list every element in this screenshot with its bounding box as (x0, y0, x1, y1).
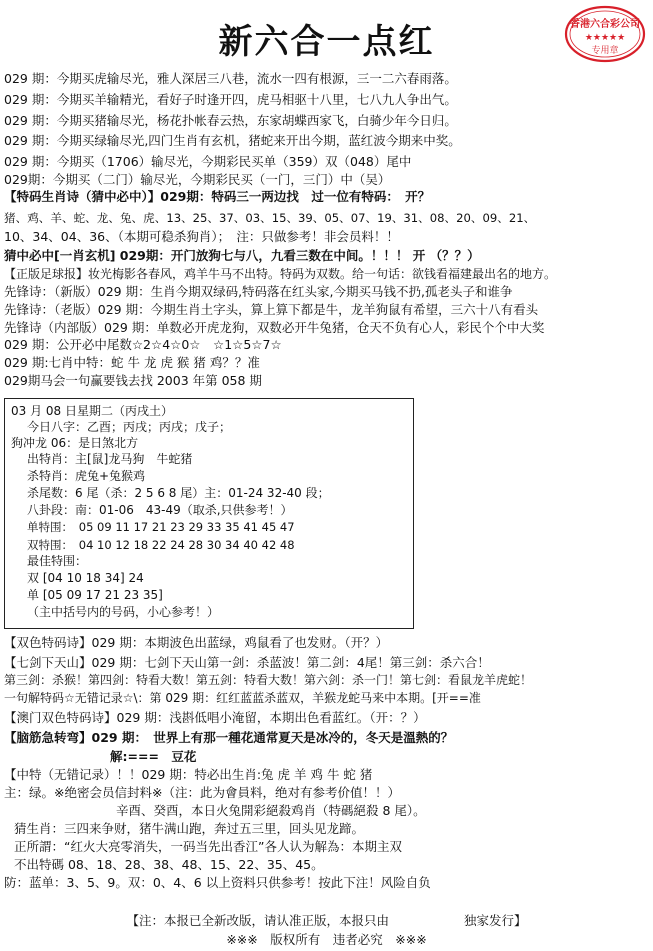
svg-text:★★★★★: ★★★★★ (584, 33, 626, 43)
text-line: 猪、鸡、羊、蛇、龙、兔、虎、13、25、37、03、15、39、05、07、19、31、08、20、09、21、 (4, 211, 536, 225)
box-line: 八卦段：南：01-06 43-49（取杀,只供参考！） (27, 503, 293, 517)
text-line: 辛酉、癸酉，本日火兔開彩絕殺鸡肖（特碼絕殺 8 尾）。 (116, 803, 426, 818)
text-line: 【双色特码诗】029 期：本期波色出蓝绿，鸡鼠看了也发财。（开？） (4, 635, 389, 650)
text-line: 10、34、04、36、（本期可稳杀狗肖）； 注：只做参考！非会员料！！ (4, 229, 399, 244)
text-line: 【正版足球报】妆光梅影各春风，鸡羊牛马不出特。特码为双数。给一句话：欲钱看福建最出名的地方。 (4, 267, 557, 281)
svg-text:香港六合彩公司: 香港六合彩公司 (570, 19, 640, 30)
box-line: 单 [05 09 17 21 23 35] (27, 588, 163, 602)
text-line: 【脑筋急转弯】029 期： 世界上有那一種花通常夏天是冰冷的，冬天是溫熱的？ (4, 730, 454, 745)
footer-notice: 【注：本报已全新改版，请认准正版，本报只由 独家发行】 (126, 913, 527, 928)
text-line: 029期：今期买（二门）输尽光，今期彩民买（一门，三门）中（吴） (4, 172, 391, 187)
box-line: 出特肖：主[鼠]龙马狗 牛蛇猪 (27, 452, 193, 466)
box-line: 03 月 08 日星期二（丙戌土） (11, 404, 173, 418)
text-line: 先锋诗：（新版）029 期：生肖今期双绿码,特码落在红头家,今期买马钱不扔,孤老头子和谁争 (4, 284, 513, 299)
text-line: 029 期：今期买虎输尽光，雅人深居三八巷，流水一四有根源，三一二六春雨落。 (4, 71, 457, 86)
box-line: 双特围： 04 10 12 18 22 24 28 30 34 40 42 48 (27, 538, 295, 552)
text-line: 一句解特码☆无错记录☆\：第 029 期：红红蓝蓝杀蓝双，羊猴龙蛇马来中本期。[开==准 (4, 691, 481, 705)
riddle-answer: 解:=== 豆花 (110, 749, 197, 764)
box-line: 今日八字：乙酉；丙戌；丙戌；戊子； (27, 420, 232, 434)
text-line: 【七剑下天山】029 期：七剑下天山第一剑：杀蓝波！第二剑：4尾！第三剑：杀六合！ (4, 655, 490, 670)
text-line: 029 期：今期买绿输尽光,四门生肖有玄机，猪蛇来开出今期，蓝红波今期来中奖。 (4, 133, 461, 148)
text-line: 正所謂：“红火大亮零消失，一码当先出香江”各人认为解為：本期主双 (14, 839, 402, 854)
text-line: 先锋诗（内部版）029 期：单数必开虎龙狗，双数必开牛兔猪，仓天不负有心人，彩民个个中大奖 (4, 320, 545, 335)
text-line: 029 期：今期买（1706）输尽光，今期彩民买单（359）双（048）尾中 (4, 154, 412, 169)
text-line: 第三剑：杀猴！第四剑：特看大数！第五剑：特看大数！第六剑：杀一门！第七剑：看鼠龙羊虎蛇！ (4, 673, 533, 687)
text-line: 029 期:七肖中特：蛇 牛 龙 虎 猴 猪 鸡？？准 (4, 355, 260, 370)
text-line: 029期马会一句赢要钱去找 2003 年第 058 期 (4, 373, 262, 388)
text-line: 不出特碼 08、18、28、38、48、15、22、35、45。 (14, 857, 324, 872)
box-line: 双 [04 10 18 34] 24 (27, 571, 144, 585)
box-line: 狗冲龙 06：是日煞北方 (11, 436, 139, 450)
box-line: 杀尾数：6 尾（杀：2 5 6 8 尾）主：01-24 32-40 段； (27, 486, 330, 500)
daily-info-box (4, 398, 414, 629)
box-line: 最佳特围： (27, 554, 88, 568)
page-title: 新六合一点红 (218, 22, 435, 62)
box-line: （主中括号内的号码，小心参考！） (27, 605, 220, 619)
text-line: 【中特（无错记录）！！029 期：特必出生肖:兔 虎 羊 鸡 牛 蛇 猪 (4, 767, 373, 782)
text-line: 【特码生肖诗（猜中必中）】029期：特码三一两边找 过一位有特码： 开？ (4, 189, 431, 204)
text-line: 主：绿。※绝密会员信封料※（注：此为會員料，绝对有参考价值！！） (4, 785, 400, 800)
text-line: 【澳门双色特码诗】029 期：浅斟低唱小淹留，本期出色看蓝红。（开：？） (4, 710, 426, 725)
text-line: 猜生肖：三四来争财，猪牛满山跑，奔过五三里，回头见龙蹄。 (14, 821, 365, 836)
official-seal-stamp (564, 5, 646, 63)
box-line: 单特围： 05 09 11 17 21 23 29 33 35 41 45 47 (27, 520, 295, 534)
footer-copyright: ※※※ 版权所有 违者必究 ※※※ (226, 932, 427, 947)
text-line: 029 期：今期买羊输精光，看好子时逢开四，虎马相驱十八里，七八九人争出气。 (4, 92, 457, 107)
box-line: 杀特肖：虎兔+兔猴鸡 (27, 469, 146, 483)
text-line: 先锋诗：（老版）029 期：今期生肖土字头，算上算下都是牛，龙羊狗鼠有希望，三六十八有看头 (4, 302, 539, 317)
svg-text:专用章: 专用章 (591, 46, 619, 56)
text-line: 防：蓝单：3、5、9。双：0、4、6 以上资料只供参考！按此下注！风险自负 (4, 875, 431, 890)
text-line: 029 期：公开必中尾数☆2☆4☆0☆ ☆1☆5☆7☆ (4, 337, 282, 352)
text-line: 猜中必中[一肖玄机] 029期：开门放狗七与八，九看三数在中间。！！！ 开 （？？） (4, 248, 480, 263)
text-line: 029 期：今期买猪输尽光，杨花扑帐春云热，东家胡蝶西家飞，白骑少年今日归。 (4, 113, 457, 128)
